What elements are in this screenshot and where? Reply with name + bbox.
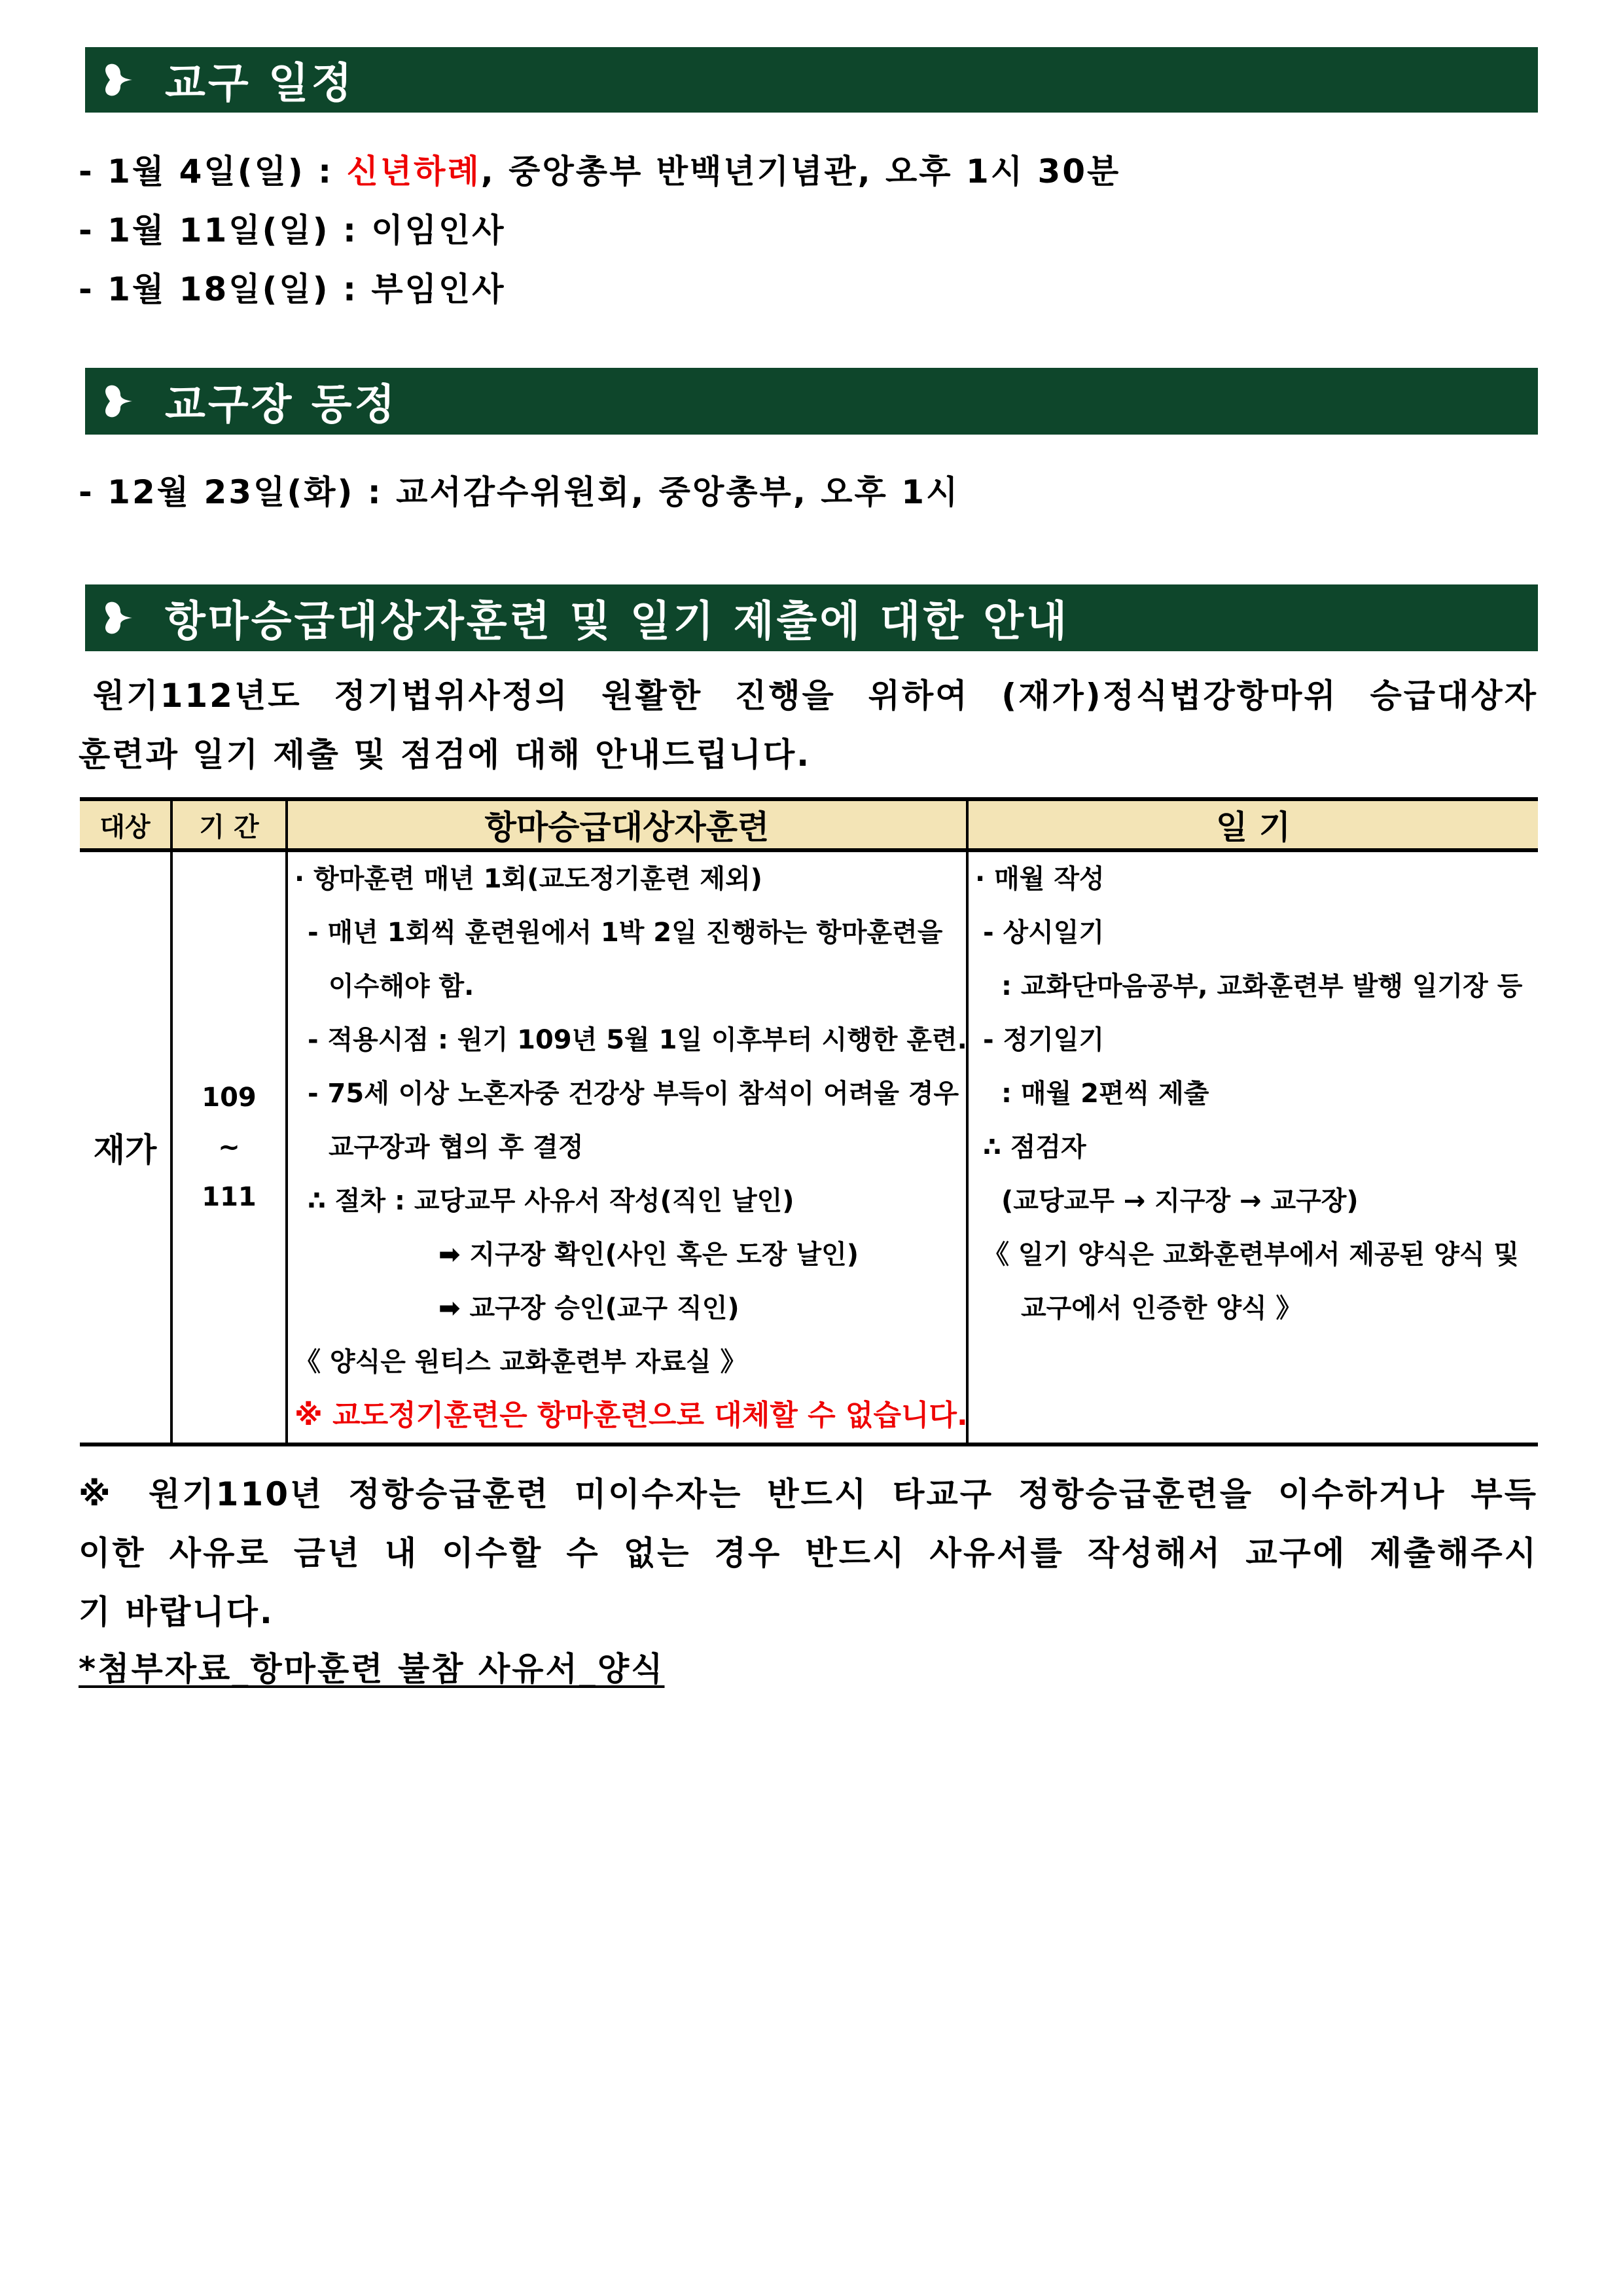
section-title: 교구 일정 (165, 60, 355, 108)
note-line2: 이한 사유로 금년 내 이수할 수 없는 경우 반드시 사유서를 작성해서 교구에 제출해주시 (79, 1534, 1538, 1572)
training-table (80, 797, 1538, 1446)
cell-diary: · 매월 작성 - 상시일기 : 교화단마음공부, 교화훈련부 발행 일기장 등 - 정기일기 : 매월 2편씩 제출 ∴ 점검자 (교당교무 → 지구장 → 교구장) 《 일기 양식은 교화훈련부에서 제공된 양식 및 교구에서 인증한 양식 》 (967, 850, 1538, 1444)
section-header-training (85, 584, 1538, 651)
activity-item: - 12월 23일(화) : 교서감수위원회, 중앙총부, 오후 1시 (79, 473, 960, 511)
section-title: 교구장 동정 (165, 381, 398, 429)
cell-target: 재가 (80, 850, 171, 1444)
table-header-row (80, 799, 1538, 850)
table-row (80, 850, 1538, 1444)
header-period: 기 간 (171, 799, 287, 850)
intro-paragraph-line2: 훈련과 일기 제출 및 점검에 대해 안내드립니다. (79, 736, 812, 774)
attachment-link[interactable]: *첨부자료_항마훈련 불참 사유서_양식 (79, 1650, 665, 1688)
cell-period: 109 ~ 111 (171, 850, 287, 1444)
cell-training: · 항마훈련 매년 1회(교도정기훈련 제외) - 매년 1회씩 훈련원에서 1박 2일 진행하는 항마훈련을 이수해야 함. - 적용시점 : 원기 109년 5월 1일 이후부터 시행한 훈련. - 75세 이상 노혼자중 건강상 부득이 참석이 어려울 경우 교구장과 협의 후 결정 ∴ 절차 : 교당교무 사유서 작성(직인 날인) ➡ 지구장 확인(사인 혹은 도장 날인) ➡ 교구장 승인(교구 직인) 《 양식은 원티스 교화훈련부 자료실 》 ※ 교도정기훈련은 항마훈련으로 대체할 수 없습니다. (287, 850, 967, 1444)
training-warning: ※ 교도정기훈련은 항마훈련으로 대체할 수 없습니다. (294, 1399, 968, 1432)
section-header-head-activity (85, 368, 1538, 435)
highlight-text: 신년하례 (346, 152, 481, 190)
section-title: 항마승급대상자훈련 및 일기 제출에 대한 안내 (165, 598, 1070, 646)
note-line1: ※ 원기110년 정항승급훈련 미이수자는 반드시 타교구 정항승급훈련을 이수하거나 부득 (79, 1475, 1538, 1513)
header-training: 항마승급대상자훈련 (287, 799, 967, 850)
note-line3: 기 바랍니다. (79, 1593, 274, 1631)
heart-bullet-icon (103, 62, 143, 98)
schedule-item: - 1월 11일(일) : 이임인사 (79, 211, 506, 249)
section-header-schedule (85, 47, 1538, 113)
header-diary: 일 기 (967, 799, 1538, 850)
heart-bullet-icon (103, 600, 143, 636)
schedule-item: - 1월 4일(일) : 신년하례, 중앙총부 반백년기념관, 오후 1시 30분 (79, 152, 1121, 190)
heart-bullet-icon (103, 383, 143, 420)
header-target: 대상 (80, 799, 171, 850)
intro-paragraph-line1: 원기112년도 정기법위사정의 원활한 진행을 위하여 (재가)정식법강항마위 승급대상자 (93, 677, 1538, 715)
schedule-item: - 1월 18일(일) : 부임인사 (79, 270, 506, 308)
